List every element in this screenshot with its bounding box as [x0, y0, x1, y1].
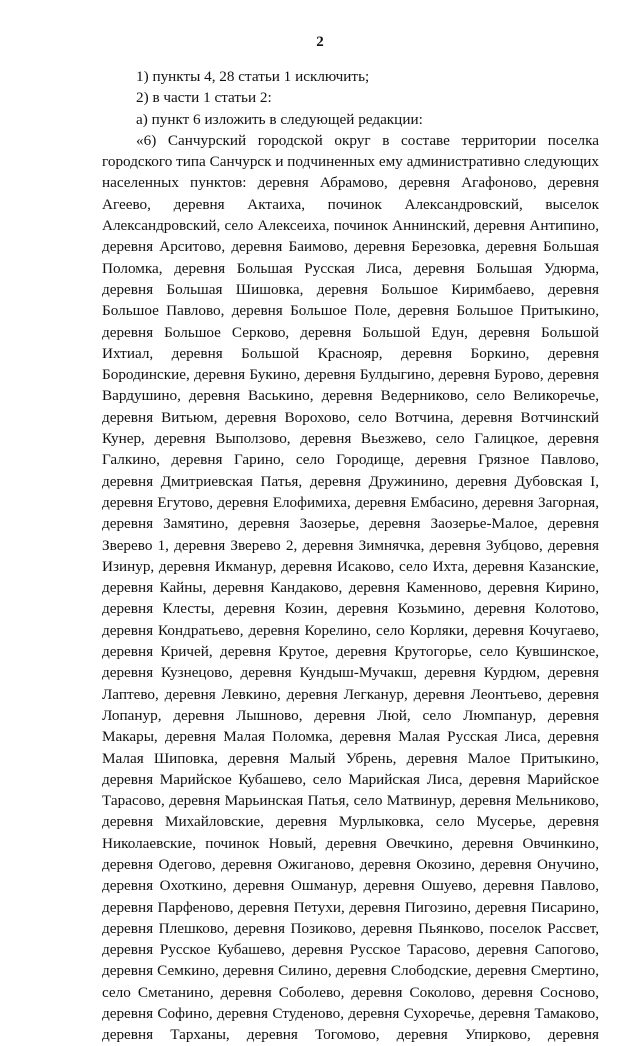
page-number: 2 — [316, 34, 324, 50]
document-body — [102, 66, 599, 1046]
main-paragraph: «6) Санчурский городской округ в составе территории поселка городского типа Санчурск и подчиненных ему административно следующих населенных пунктов: деревня Абрамово, деревня Агафоново, деревня Агеево, деревня Актаиха, починок Александровский, выселок Александровский, село Алексеиха, починок Аннинский, деревня Антипино, деревня Арситово, деревня Баимово, деревня Березовка, деревня Большая Поломка, деревня Большая Русская Лиса, деревня Большая Удюрма, деревня Большая Шишовка, деревня Большое Киримбаево, деревня Большое Павлово, деревня Большое Поле, деревня Большое Притыкино, деревня Большое Серково, деревня Большой Едун, деревня Большой Ихтиал, деревня Большой Краснояр, деревня Боркино, деревня Бородинские, деревня Букино, деревня Булдыгино, деревня Бурово, деревня Вардушино, деревня Васькино, деревня Ведерниково, село Великоречье, деревня Витьюм, деревня Ворохово, село Вотчина, деревня Вотчинский Кунер, деревня Выползово, деревня Вьезжево, село Галицкое, деревня Галкино, деревня Гарино, село Городище, деревня Грязное Павлово, деревня Дмитриевская Патья, деревня Дружинино, деревня Дубовская I, деревня Егутово, деревня Елофимиха, деревня Ембасино, деревня Загорная, деревня Замятино, деревня Заозерье, деревня Заозерье-Малое, деревня Зверево 1, деревня Зверево 2, деревня Зимнячка, деревня Зубцово, деревня Изинур, деревня Икманур, деревня Исаково, село Ихта, деревня Казанские, деревня Кайны, деревня Кандаково, деревня Каменново, деревня Кирино, деревня Клесты, деревня Козин, деревня Козьмино, деревня Колотово, деревня Кондратьево, деревня Корелино, село Корляки, деревня Кочугаево, деревня Кричей, деревня Крутое, деревня Крутогорье, село Кувшинское, деревня Кузнецово, деревня Кундыш-Мучакш, деревня Курдюм, деревня Лаптево, деревня Левкино, деревня Легканур, деревня Леонтьево, деревня Лопанур, деревня Лышново, деревня Люй, село Люмпанур, деревня Макары, деревня Малая Поломка, деревня Малая Русская Лиса, деревня Малая Шиповка, деревня Малый Убрень, деревня Малое Притыкино, деревня Марийское Кубашево, село Марийская Лиса, деревня Марийское Тарасово, деревня Марьинская Патья, село Матвинур, деревня Мельниково, деревня Михайловские, деревня Мурлыковка, село Мусерье, деревня Николаевские, починок Новый, деревня Овечкино, деревня Овчинкино, деревня Одегово, деревня Ожиганово, деревня Окозино, деревня Онучино, деревня Охоткино, деревня Ошманур, деревня Ошуево, деревня Павлово, деревня Парфеново, деревня Петухи, деревня Пигозино, деревня Писарино, деревня Плешково, деревня Позиково, деревня Пьянково, поселок Рассвет, деревня Русское Кубашево, деревня Русское Тарасово, деревня Сапогово, деревня Семкино, деревня Силино, деревня Слободские, деревня Смертино, село Сметанино, деревня Соболево, деревня Соколово, деревня Сосново, деревня Софино, деревня Студеново, деревня Сухоречье, деревня Тамаково, деревня Тарханы, деревня Тогомово, деревня Упирково, деревня — [102, 131, 599, 1044]
list-item-2: 2) в части 1 статьи 2: — [136, 89, 272, 107]
list-item-1: 1) пункты 4, 28 статьи 1 исключить; — [136, 68, 370, 85]
list-item-3: а) пункт 6 изложить в следующей редакции: — [136, 110, 423, 128]
